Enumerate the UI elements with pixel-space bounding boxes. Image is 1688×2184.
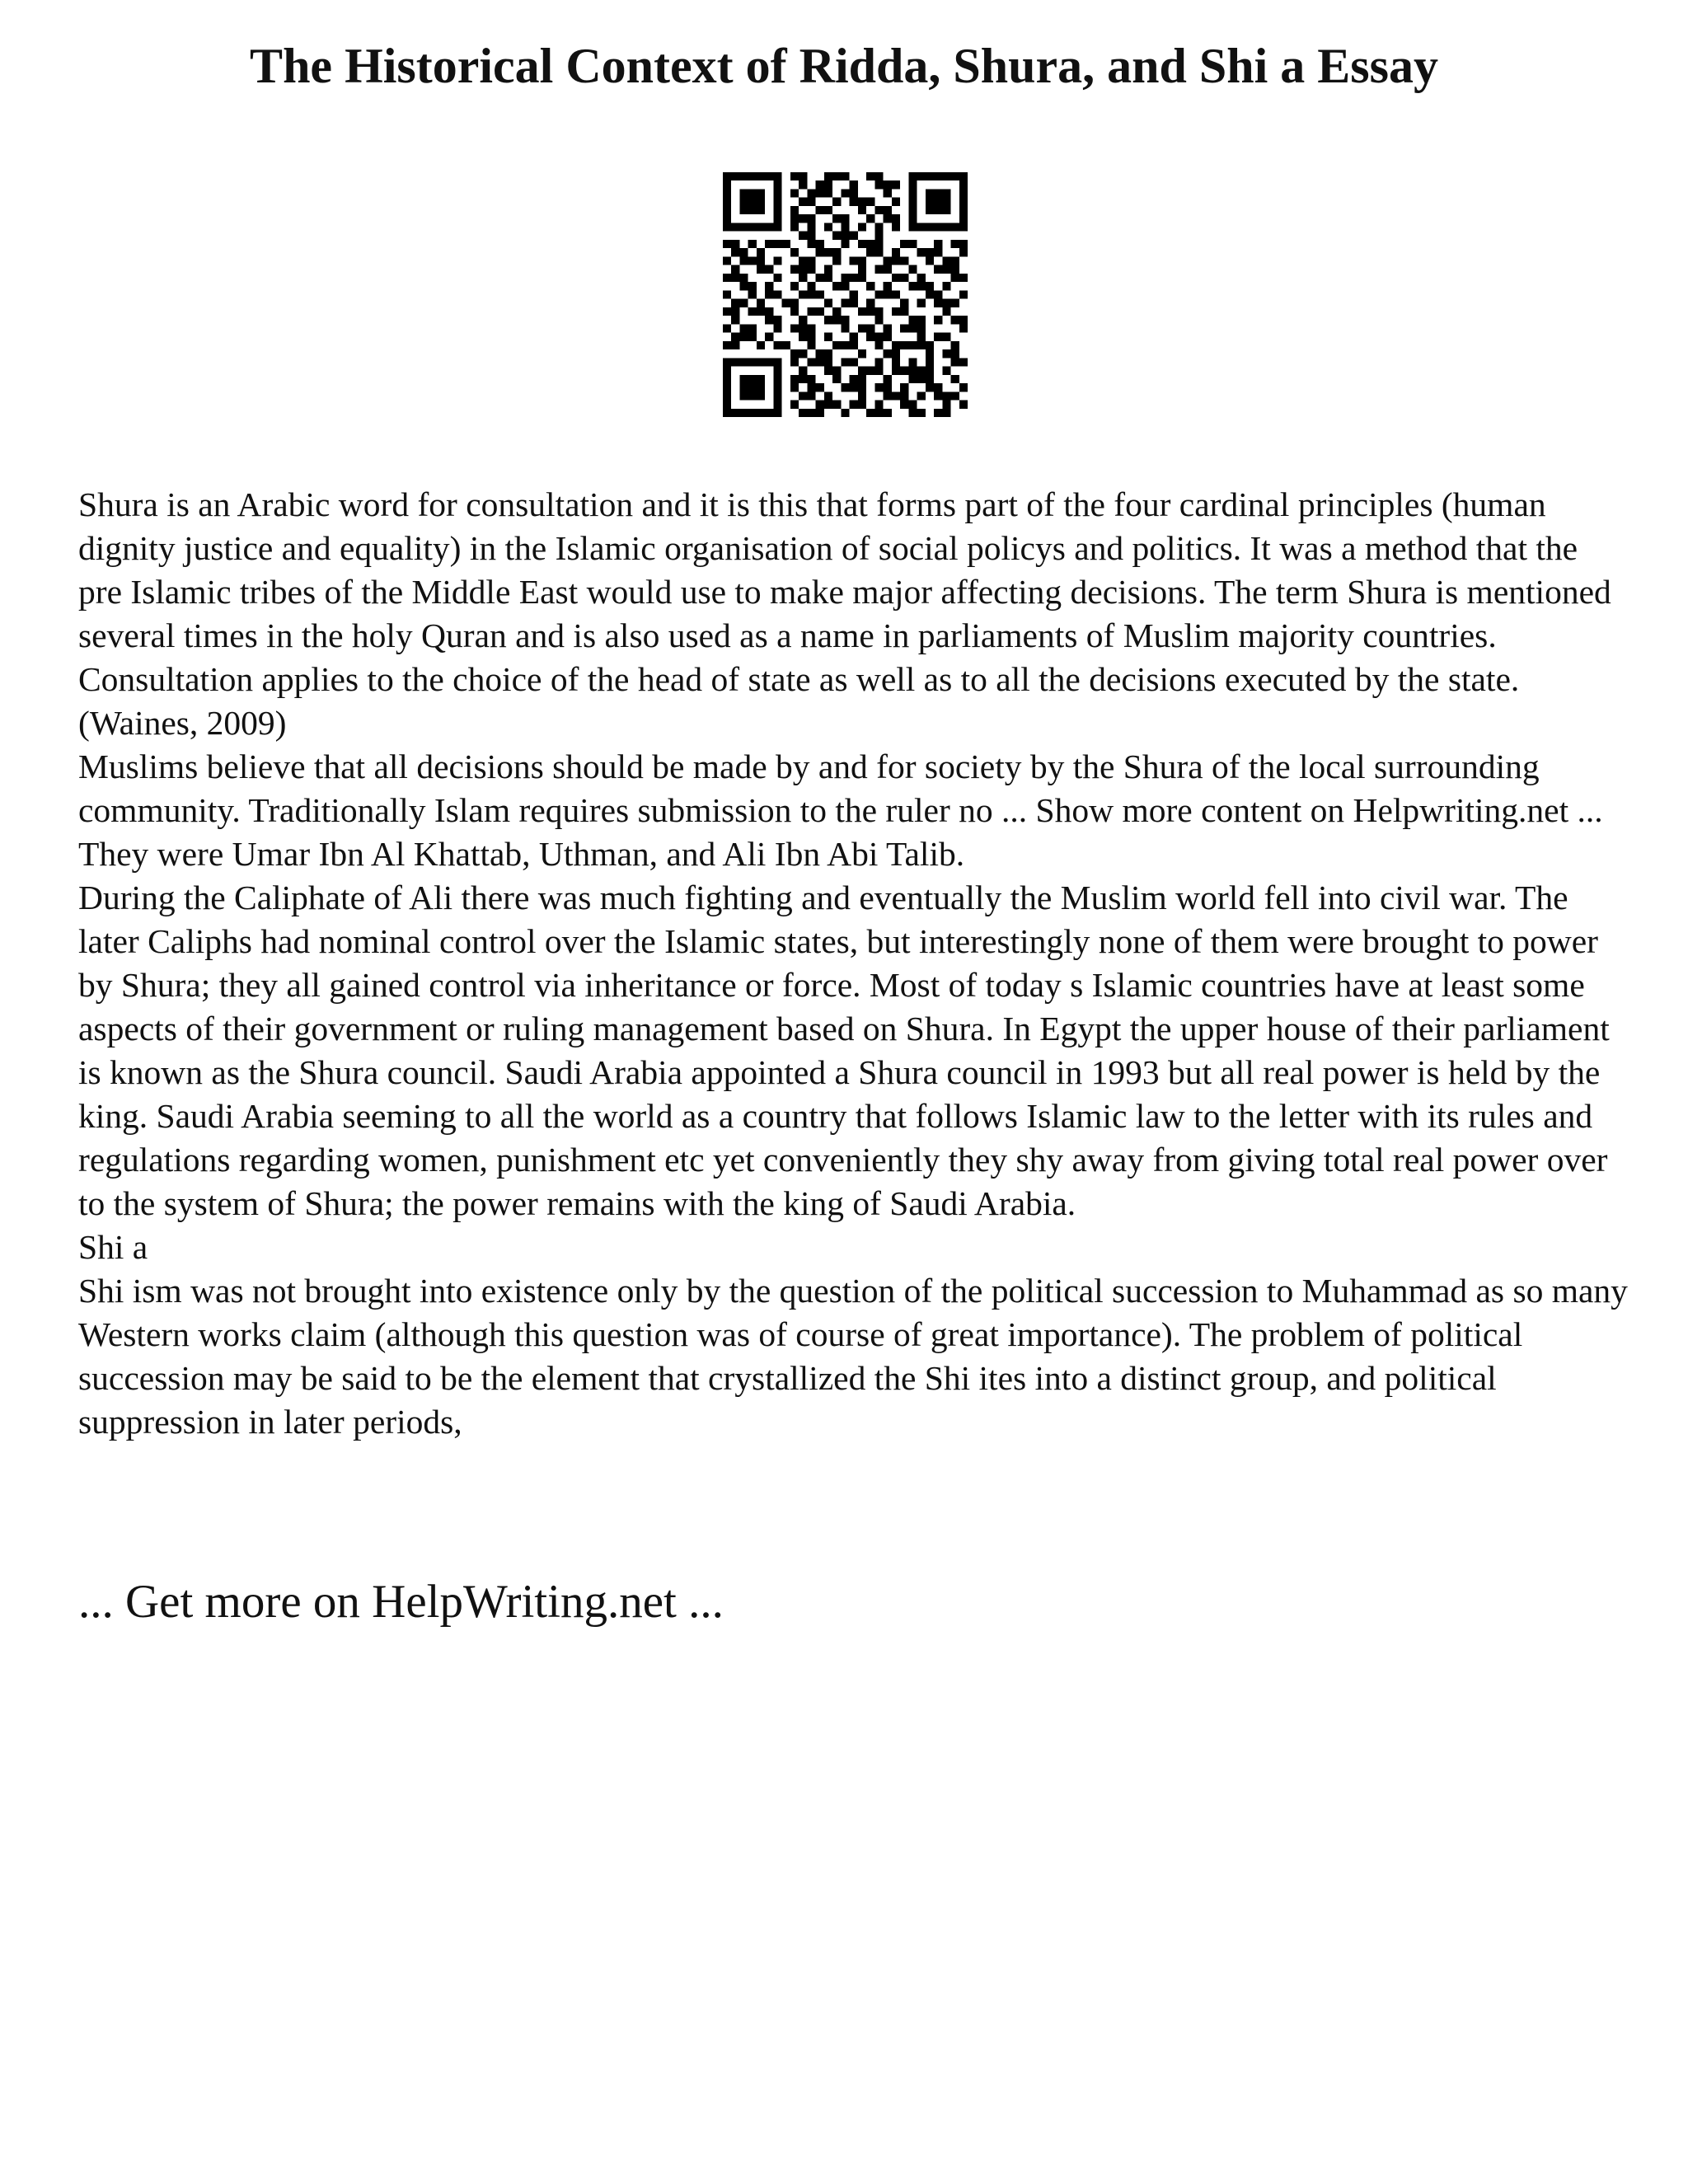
paragraph-caliphate-of-ali: During the Caliphate of Ali there was much fighting and eventually the Muslim world fell into civil war. The later Caliphs had nominal control over the Islamic states, but interestingly none of them were brought to power by Shura; they all gained control via inheritance or force. Most of today s Islamic countries have at least some aspects of their government or ruling management based on Shura. In Egypt the upper house of their parliament is known as the Shura council. Saudi Arabia appointed a Shura council in 1993 but all real power is held by the king. Saudi Arabia seeming to all the world as a country that follows Islamic law to the letter with its rules and regulations regarding women, punishment etc yet conveniently they shy away from giving total real power over to the system of Shura; the power remains with the king of Saudi Arabia.	[78, 879, 1610, 1222]
paragraph-shura-definition: Shura is an Arabic word for consultation and it is this that forms part of the four cardinal principles (human dignity justice and equality) in the Islamic organisation of social policys and politics. It was a method that the pre Islamic tribes of the Middle East would use to make major affecting decisions. The term Shura is mentioned several times in the holy Quran and is also used as a name in parliaments of Muslim majority countries. Consultation applies to the choice of the head of state as well as to all the decisions executed by the state. (Waines, 2009)	[78, 485, 1611, 742]
paragraph-caliphs: They were Umar Ibn Al Khattab, Uthman, and Ali Ibn Abi Talib.	[78, 835, 965, 873]
qr-code-icon	[723, 172, 968, 417]
section-heading-shia: Shi a	[78, 1228, 148, 1266]
get-more-link[interactable]: ... Get more on HelpWriting.net ...	[78, 1576, 724, 1628]
paragraph-muslim-belief: Muslims believe that all decisions should be made by and for society by the Shura of the local surrounding community. Traditionally Islam requires submission to the ruler no ... Show more content on Helpwriting.net ...	[78, 748, 1603, 829]
essay-body	[78, 483, 1628, 1444]
paragraph-shiism: Shi ism was not brought into existence only by the question of the political succession to Muhammad as so many Western works claim (although this question was of course of great importance). The problem of political succession may be said to be the element that crystallized the Shi ites into a distinct group, and political suppression in later periods,	[78, 1272, 1628, 1441]
page-title: The Historical Context of Ridda, Shura, and Shi a Essay	[250, 39, 1438, 93]
